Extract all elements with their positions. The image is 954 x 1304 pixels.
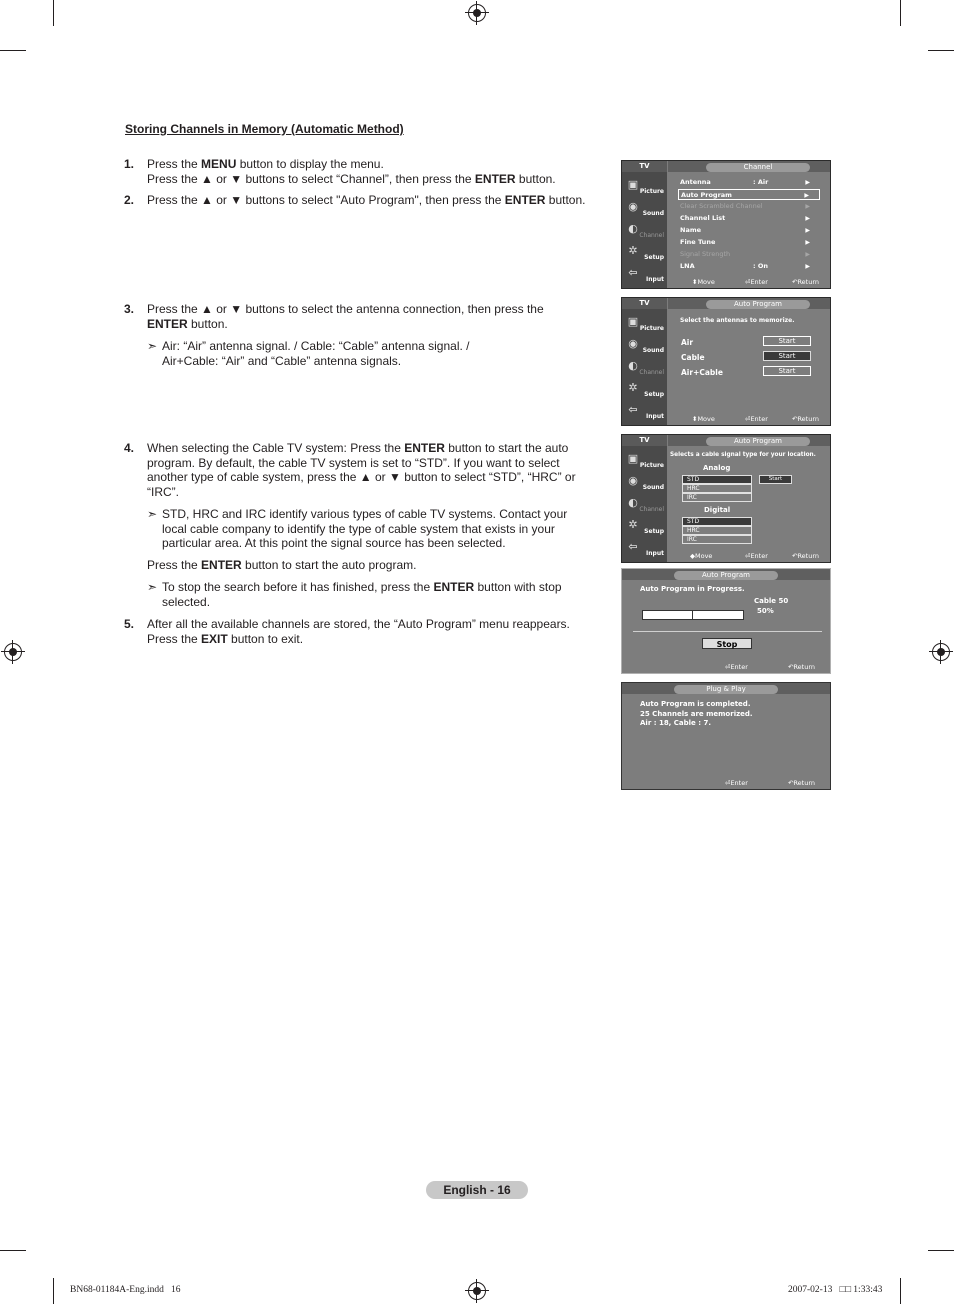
- input-icon: ⇦: [628, 266, 638, 279]
- sidebar-item-sound[interactable]: ◉ Sound: [622, 335, 667, 356]
- sound-icon: ◉: [628, 474, 638, 487]
- step-number: 1.: [124, 157, 135, 171]
- return-hint: ↶ Return: [788, 779, 816, 787]
- tv-screen-progress: [621, 568, 831, 674]
- menu-item-fine-tune[interactable]: Fine Tune ▶: [680, 238, 810, 246]
- start-button-air-cable[interactable]: Start: [763, 366, 811, 376]
- sidebar-item-sound[interactable]: ◉ Sound: [622, 472, 667, 493]
- return-hint: ↶ Return: [788, 663, 816, 671]
- picture-icon: ▣: [627, 452, 639, 465]
- move-hint: ◆ Move: [690, 552, 713, 560]
- section-heading: Storing Channels in Memory (Automatic Method): [125, 122, 404, 136]
- sidebar-item-picture[interactable]: ▣ Picture: [627, 452, 664, 469]
- digital-irc-option[interactable]: IRC: [682, 535, 752, 544]
- channel-icon: ◐: [628, 496, 638, 509]
- step-2-text: Press the ▲ or ▼ buttons to select "Auto Program", then press the ENTER button.: [147, 193, 586, 207]
- step-5-text: After all the available channels are stored, the “Auto Program” menu reappears. Press the EXIT button to exit.: [147, 617, 570, 646]
- sidebar-item-setup[interactable]: ✲ Setup: [622, 242, 667, 263]
- crop-mark: [900, 0, 901, 26]
- option-cable[interactable]: Cable: [681, 353, 705, 362]
- print-date-info: 2007-02-13 □□ 1:33:43: [788, 1285, 883, 1295]
- step-4-press-enter: Press the ENTER button to start the auto program.: [147, 558, 417, 572]
- menu-title: Auto Program: [706, 437, 810, 446]
- sidebar-item-channel[interactable]: ◐ Channel: [622, 220, 667, 241]
- sidebar-item-input[interactable]: ⇦ Input: [622, 401, 667, 422]
- note-arrow-icon: ➣: [147, 339, 158, 353]
- analog-label: Analog: [703, 464, 731, 472]
- return-hint: ↶ Return: [792, 278, 820, 286]
- analog-irc-option[interactable]: IRC: [682, 493, 752, 502]
- crop-mark: [53, 0, 54, 26]
- enter-hint: ⏎ Enter: [725, 663, 748, 671]
- step-3-text: Press the ▲ or ▼ buttons to select the antenna connection, then press the ENTER button.: [147, 302, 544, 331]
- analog-hrc-option[interactable]: HRC: [682, 484, 752, 493]
- analog-std-option[interactable]: STD: [682, 475, 752, 484]
- menu-title: Auto Program: [706, 300, 810, 309]
- step-number: 2.: [124, 193, 135, 207]
- stop-button[interactable]: Stop: [702, 638, 752, 649]
- start-button-air[interactable]: Start: [763, 336, 811, 346]
- menu-footer: [668, 276, 830, 288]
- crop-mark: [0, 50, 26, 51]
- return-hint: ↶ Return: [792, 415, 820, 423]
- sidebar-item-input[interactable]: ⇦ Input: [622, 264, 667, 285]
- start-button[interactable]: Start: [759, 475, 792, 484]
- return-hint: ↶ Return: [792, 552, 820, 560]
- channel-icon: ◐: [628, 359, 638, 372]
- menu-item-channel-list[interactable]: Channel List ▶: [680, 214, 810, 222]
- menu-item-antenna[interactable]: Antenna : Air ▶: [680, 178, 810, 186]
- channel-icon: ◐: [628, 222, 638, 235]
- registration-mark-icon: [468, 4, 486, 22]
- picture-icon: ▣: [627, 178, 639, 191]
- enter-hint: ⏎ Enter: [745, 415, 768, 423]
- tv-screen-cable-type: [621, 434, 831, 563]
- menu-footer: [668, 550, 830, 562]
- completion-message: Auto Program is completed. 25 Channels are memorized. Air : 18, Cable : 7.: [640, 700, 753, 727]
- start-button-cable[interactable]: Start: [763, 351, 811, 361]
- sidebar-item-picture[interactable]: ▣ Picture: [627, 315, 664, 332]
- progress-bar: [642, 610, 744, 620]
- digital-std-option[interactable]: STD: [682, 517, 752, 526]
- note-arrow-icon: ➣: [147, 507, 158, 521]
- registration-mark-icon: [932, 643, 950, 661]
- gear-icon: ✲: [628, 244, 638, 257]
- digital-hrc-option[interactable]: HRC: [682, 526, 752, 535]
- input-icon: ⇦: [628, 403, 638, 416]
- channel-readout: Cable 50: [754, 597, 789, 605]
- page-number: English - 16: [426, 1181, 528, 1199]
- menu-item-name[interactable]: Name ▶: [680, 226, 810, 234]
- sidebar-item-input[interactable]: ⇦ Input: [622, 538, 667, 559]
- crop-mark: [0, 1250, 26, 1251]
- sidebar-item-setup[interactable]: ✲ Setup: [622, 516, 667, 537]
- progress-fill: [643, 611, 693, 619]
- tv-screen-channel: [621, 160, 831, 289]
- tv-sidebar: [622, 435, 667, 562]
- gear-icon: ✲: [628, 381, 638, 394]
- step-1-text: Press the MENU button to display the menu. Press the ▲ or ▼ buttons to select “Channel”, then press the ENTER button.: [147, 157, 556, 186]
- menu-title: Channel: [706, 163, 810, 172]
- dialog-title: Plug & Play: [674, 685, 778, 694]
- menu-item-signal-strength[interactable]: Signal Strength ▶: [680, 250, 810, 258]
- sidebar-item-channel[interactable]: ◐ Channel: [622, 494, 667, 515]
- registration-mark-icon: [468, 1282, 486, 1300]
- print-file-info: BN68-01184A-Eng.indd 16: [70, 1285, 181, 1295]
- tv-label: TV: [622, 298, 667, 309]
- tv-label: TV: [622, 161, 667, 172]
- note-arrow-icon: ➣: [147, 580, 158, 594]
- sound-icon: ◉: [628, 200, 638, 213]
- enter-hint: ⏎ Enter: [745, 278, 768, 286]
- instruction-text: Selects a cable signal type for your location.: [670, 452, 816, 458]
- status-text: Auto Program in Progress.: [640, 585, 745, 593]
- picture-icon: ▣: [627, 315, 639, 328]
- gear-icon: ✲: [628, 518, 638, 531]
- divider: [633, 631, 822, 632]
- crop-mark: [928, 1250, 954, 1251]
- digital-label: Digital: [704, 506, 731, 514]
- step-number: 3.: [124, 302, 135, 316]
- tv-sidebar: [622, 161, 667, 288]
- sidebar-item-picture[interactable]: ▣ Picture: [627, 178, 664, 195]
- option-air-cable[interactable]: Air+Cable: [681, 368, 723, 377]
- input-icon: ⇦: [628, 540, 638, 553]
- step-4-text: When selecting the Cable TV system: Press the ENTER button to start the auto program. By default, the cable TV system is set to “STD”. If you want to select another type of cable system, press the ▲ or ▼ button to select “STD”, “HRC” or “IRC”.: [147, 441, 576, 499]
- sidebar-item-setup[interactable]: ✲ Setup: [622, 379, 667, 400]
- dialog-footer: [622, 661, 830, 673]
- option-air[interactable]: Air: [681, 338, 694, 347]
- crop-mark: [900, 1278, 901, 1304]
- crop-mark: [53, 1278, 54, 1304]
- enter-hint: ⏎ Enter: [745, 552, 768, 560]
- percent-readout: 50%: [757, 607, 774, 615]
- step-4-stop-note: To stop the search before it has finished, press the ENTER button with stop selected.: [162, 580, 562, 609]
- move-hint: ⬍ Move: [692, 278, 715, 286]
- step-4-note: STD, HRC and IRC identify various types of cable TV systems. Contact your local cable company to identify the type of cable system that exists in your particular area. At this point the signal source has been selected.: [162, 507, 568, 551]
- menu-item-auto-program[interactable]: Auto Program ▶: [678, 189, 820, 200]
- registration-mark-icon: [4, 643, 22, 661]
- tv-label: TV: [622, 435, 667, 446]
- tv-screen-auto-program-antenna: [621, 297, 831, 426]
- sound-icon: ◉: [628, 337, 638, 350]
- menu-footer: [668, 413, 830, 425]
- enter-hint: ⏎ Enter: [725, 779, 748, 787]
- tv-sidebar: [622, 298, 667, 425]
- menu-item-lna[interactable]: LNA : On ▶: [680, 262, 810, 270]
- tv-screen-plug-and-play: [621, 682, 831, 790]
- dialog-footer: [622, 777, 830, 789]
- crop-mark: [928, 50, 954, 51]
- step-number: 5.: [124, 617, 135, 631]
- sidebar-item-channel[interactable]: ◐ Channel: [622, 357, 667, 378]
- dialog-title: Auto Program: [674, 571, 778, 580]
- move-hint: ⬍ Move: [692, 415, 715, 423]
- step-number: 4.: [124, 441, 135, 455]
- menu-item-clear-scrambled[interactable]: Clear Scrambled Channel ▶: [680, 202, 810, 210]
- step-3-note: Air: “Air” antenna signal. / Cable: “Cable” antenna signal. / Air+Cable: “Air” and “Cable” antenna signals.: [162, 339, 470, 368]
- instruction-text: Select the antennas to memorize.: [680, 317, 795, 324]
- sidebar-item-sound[interactable]: ◉ Sound: [622, 198, 667, 219]
